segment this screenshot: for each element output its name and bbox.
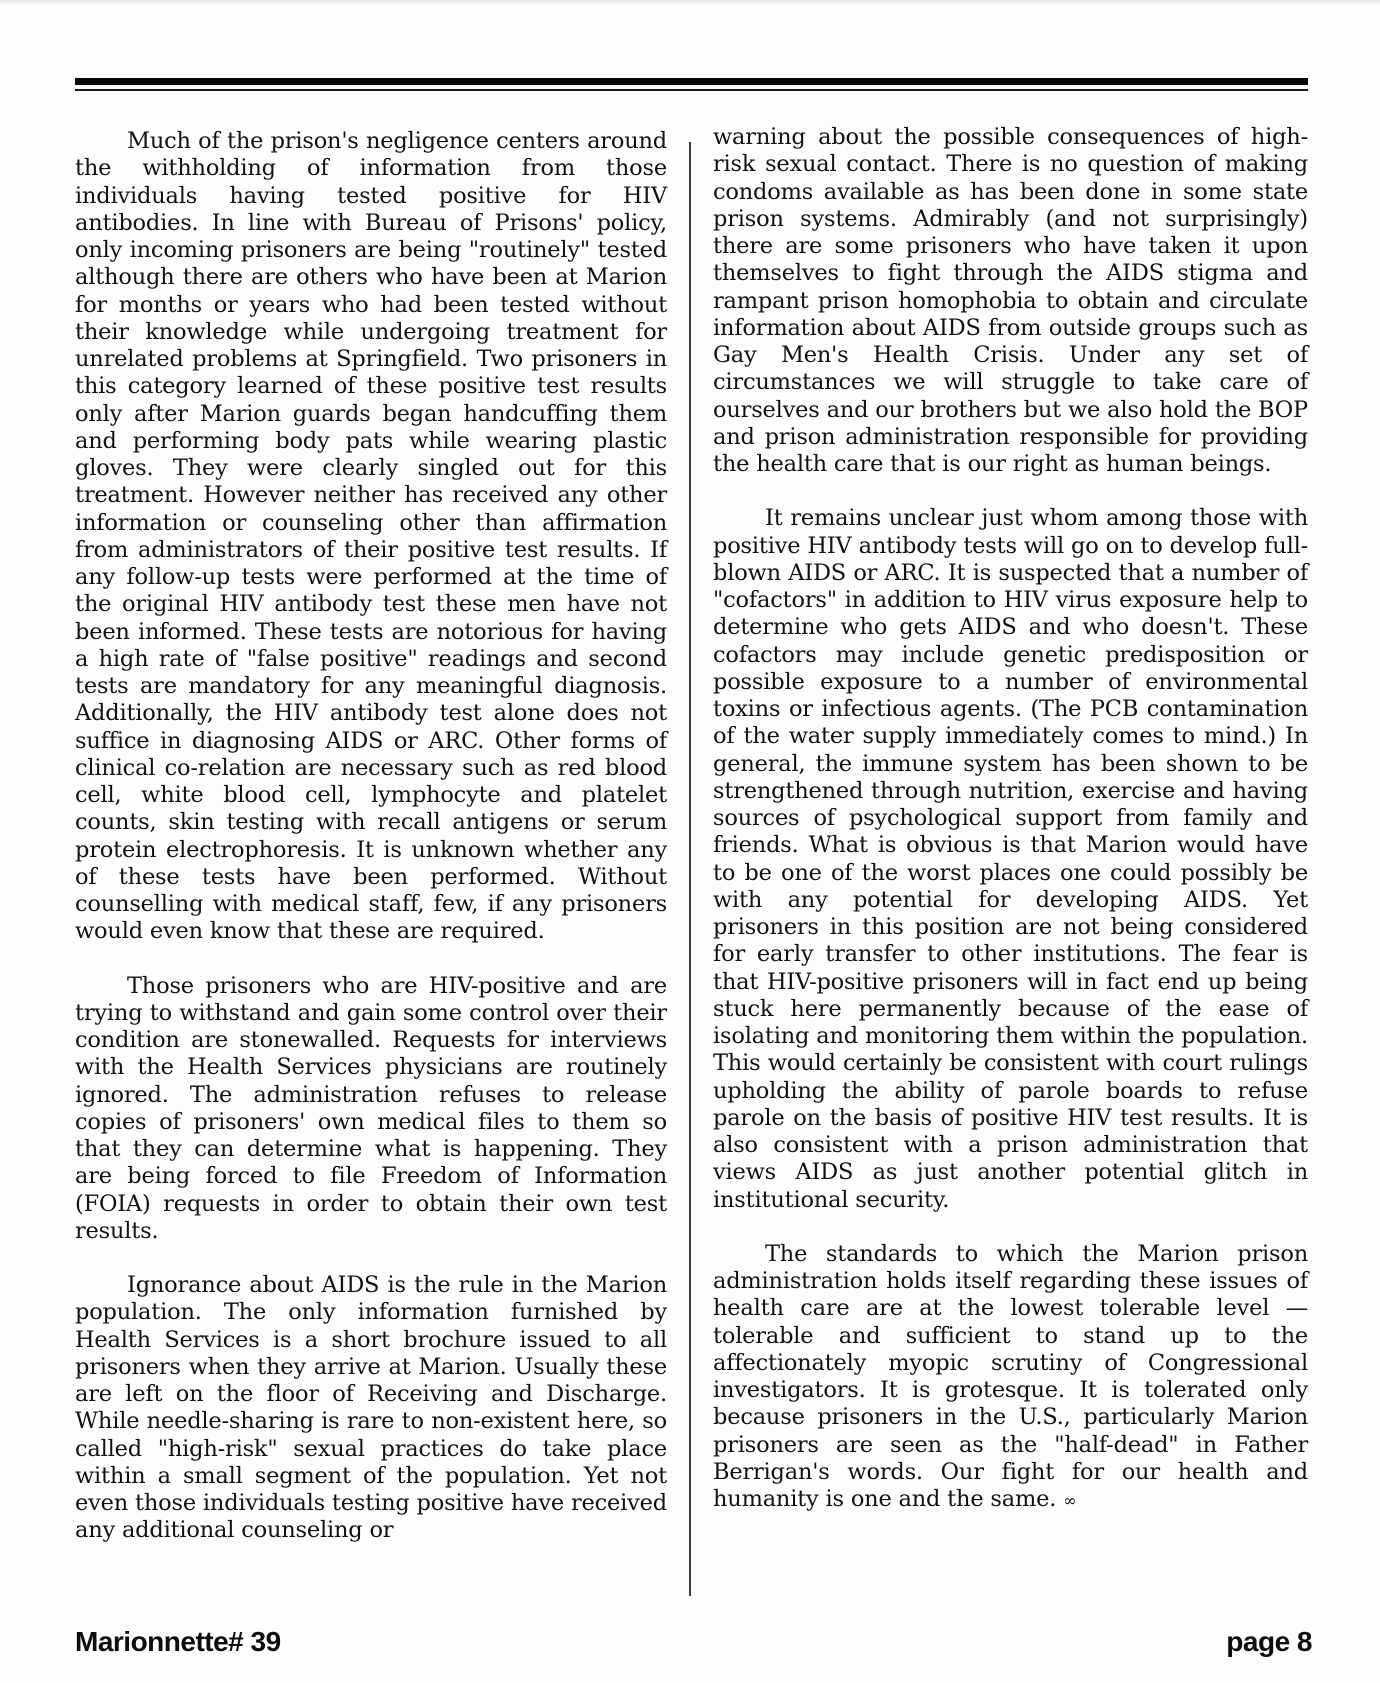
paragraph: Much of the prison's negligence centers around the withholding of information from those individuals having tested positive for HIV antibodies. In line with Bureau of Prisons' policy, only incoming prisoners are being "routinely" tested although there are others who have been at Marion for months or years who had been tested without their knowledge while undergoing treatment for unrelated problems at Springfield. Two prisoners in this category learned of these positive test results only after Marion guards began handcuffing them and performing body pats while wearing plastic gloves. They were clearly singled out for this treatment. However neither has received any other information or counseling other than affirmation from administrators of their positive test results. If any follow-up tests were performed at the time of the original HIV antibody test these men have not been informed. These tests are notorious for having a high rate of "false positive" readings and second tests are mandatory for any meaningful diagnosis. Additionally, the HIV antibody test alone does not suffice in diagnosing AIDS or ARC. Other forms of clinical co-relation are necessary such as red blood cell, white blood cell, lymphocyte and platelet counts, skin testing with recall antigens or serum protein electrophoresis. It is unknown whether any of these tests have been performed. Without counselling with medical staff, few, if any prisoners would even know that these are required. [75,128,667,945]
paragraph: Ignorance about AIDS is the rule in the Marion population. The only information furnished by Health Services is a short brochure issued to all prisoners when they arrive at Marion. Usually these are left on the floor of Receiving and Discharge. While needle-sharing is rare to non-existent here, so called "high-risk" sexual practices do take place within a small segment of the population. Yet not even those individuals testing positive have received any additional counseling or [75,1272,667,1544]
page-number: page 8 [1226,1626,1312,1657]
header-rule-thin [75,89,1308,91]
paragraph-text: The standards to which the Marion prison administration holds itself regarding these issues of health care are at the lowest tolerable level — tolerable and sufficient to stand up to the affectionately myopic scrutiny of Congressional investigators. It is grotesque. It is tolerated only because prisoners in the U.S., particularly Marion prisoners are seen as the "half-dead" in Father Berrigan's words. Our fight for our health and humanity is one and the same. [713,1240,1308,1512]
header-rule-thick [75,78,1308,85]
scan-edge-shadow [0,0,1380,6]
paragraph: It remains unclear just whom among those with positive HIV antibody tests will go on to develop full-blown AIDS or ARC. It is suspected that a number of "cofactors" in addition to HIV virus exposure help to determine who gets AIDS and who doesn't. These cofactors may include genetic predisposition or possible exposure to a number of environmental toxins or infectious agents. (The PCB contamination of the water supply immediately comes to mind.) In general, the immune system has been shown to be strengthened through nutrition, exercise and having sources of psychological support from family and friends. What is obvious is that Marion would have to be one of the worst places one could possibly be with any potential for developing AIDS. Yet prisoners in this position are not being considered for early transfer to other institutions. The fear is that HIV-positive prisoners will in fact end up being stuck here permanently because of the ease of isolating and monitoring them within the population. This would certainly be consistent with court rulings upholding the ability of parole boards to refuse parole on the basis of positive HIV test results. It is also consistent with a prison administration that views AIDS as just another potential glitch in institutional security. [713,505,1308,1213]
publication-name: Marionnette# 39 [75,1626,281,1657]
left-column [75,128,667,1572]
right-column [713,124,1308,1541]
paragraph-last [713,1241,1308,1515]
column-divider [689,142,691,1596]
end-of-article-icon: ∞ [1063,1491,1077,1510]
paragraph: warning about the possible consequences of high-risk sexual contact. There is no question of making condoms available as has been done in some state prison systems. Admirably (and not surprisingly) there are some prisoners who have taken it upon themselves to fight through the AIDS stigma and rampant prison homophobia to obtain and circulate information about AIDS from outside groups such as Gay Men's Health Crisis. Under any set of circumstances we will struggle to take care of ourselves and our brothers but we also hold the BOP and prison administration responsible for providing the health care that is our right as human beings. [713,124,1308,477]
paragraph: Those prisoners who are HIV-positive and are trying to withstand and gain some control over their condition are stonewalled. Requests for interviews with the Health Services physicians are routinely ignored. The administration refuses to release copies of prisoners' own medical files to them so that they can determine what is happening. They are being forced to file Freedom of Information (FOIA) requests in order to obtain their own test results. [75,972,667,1244]
